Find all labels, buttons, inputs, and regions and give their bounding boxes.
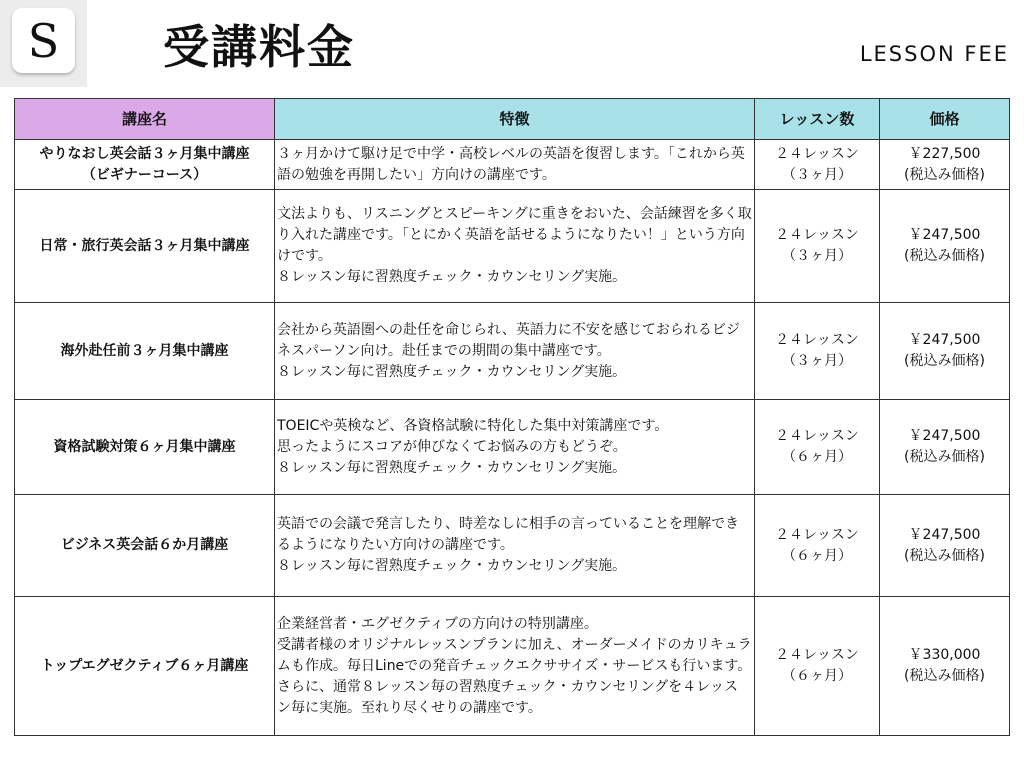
course-name: やりなおし英会話３ヶ月集中講座 （ビギナーコース） (15, 140, 275, 190)
course-feature: ３ヶ月かけて駆け足で中学・高校レベルの英語を復習します。「これから英語の勉強を再開したい」方向けの講座です。 (275, 140, 755, 190)
course-feature: TOEICや英検など、各資格試験に特化した集中対策講座です。 思ったようにスコアが伸びなくてお悩みの方もどうぞ。 ８レッスン毎に習熟度チェック・カウンセリング実施。 (275, 400, 755, 495)
course-price: ￥247,500 (税込み価格) (880, 400, 1010, 495)
course-price: ￥227,500 (税込み価格) (880, 140, 1010, 190)
header-lessons: レッスン数 (755, 99, 880, 140)
course-name: 海外赴任前３ヶ月集中講座 (15, 303, 275, 400)
course-lessons: ２４レッスン （３ヶ月） (755, 303, 880, 400)
table-row (15, 495, 1010, 597)
logo (0, 0, 87, 87)
logo-mark: S (12, 8, 75, 73)
page-title: 受講料金 (163, 20, 355, 74)
table-header-row (15, 99, 1010, 140)
course-price: ￥330,000 (税込み価格) (880, 597, 1010, 736)
course-feature: 英語での会議で発言したり、時差なしに相手の言っていることを理解できるようになりたい方向けの講座です。 ８レッスン毎に習熟度チェック・カウンセリング実施。 (275, 495, 755, 597)
course-lessons: ２４レッスン （６ヶ月） (755, 400, 880, 495)
header-feature: 特徴 (275, 99, 755, 140)
course-price: ￥247,500 (税込み価格) (880, 190, 1010, 303)
course-feature: 企業経営者・エグゼクティブの方向けの特別講座。 受講者様のオリジナルレッスンプランに加え、オーダーメイドのカリキュラムも作成。毎日Lineでの発音チェックエクササイズ・サービスも行います。さらに、通常８レッスン毎の習熟度チェック・カウンセリングを４レッスン毎に実施。至れり尽くせりの講座です。 (275, 597, 755, 736)
course-name: トップエグゼクティブ６ヶ月講座 (15, 597, 275, 736)
course-price: ￥247,500 (税込み価格) (880, 303, 1010, 400)
course-lessons: ２４レッスン （３ヶ月） (755, 140, 880, 190)
course-name: 日常・旅行英会話３ヶ月集中講座 (15, 190, 275, 303)
table-row (15, 400, 1010, 495)
course-name: 資格試験対策６ヶ月集中講座 (15, 400, 275, 495)
course-price: ￥247,500 (税込み価格) (880, 495, 1010, 597)
course-feature: 会社から英語圏への赴任を命じられ、英語力に不安を感じておられるビジネスパーソン向け。赴任までの期間の集中講座です。 ８レッスン毎に習熟度チェック・カウンセリング実施。 (275, 303, 755, 400)
lesson-fee-table (14, 98, 1010, 736)
header-course-name: 講座名 (15, 99, 275, 140)
course-lessons: ２４レッスン （６ヶ月） (755, 597, 880, 736)
course-name: ビジネス英会話６か月講座 (15, 495, 275, 597)
course-lessons: ２４レッスン （３ヶ月） (755, 190, 880, 303)
page-subtitle: LESSON FEE (859, 42, 1009, 66)
table-row (15, 597, 1010, 736)
course-feature: 文法よりも、リスニングとスピーキングに重きをおいた、会話練習を多く取り入れた講座です。「とにかく英語を話せるようになりたい！」という方向けです。 ８レッスン毎に習熟度チェック・カウンセリング実施。 (275, 190, 755, 303)
header-price: 価格 (880, 99, 1010, 140)
table-row (15, 303, 1010, 400)
table-row (15, 190, 1010, 303)
table-row (15, 140, 1010, 190)
course-lessons: ２４レッスン （６ヶ月） (755, 495, 880, 597)
